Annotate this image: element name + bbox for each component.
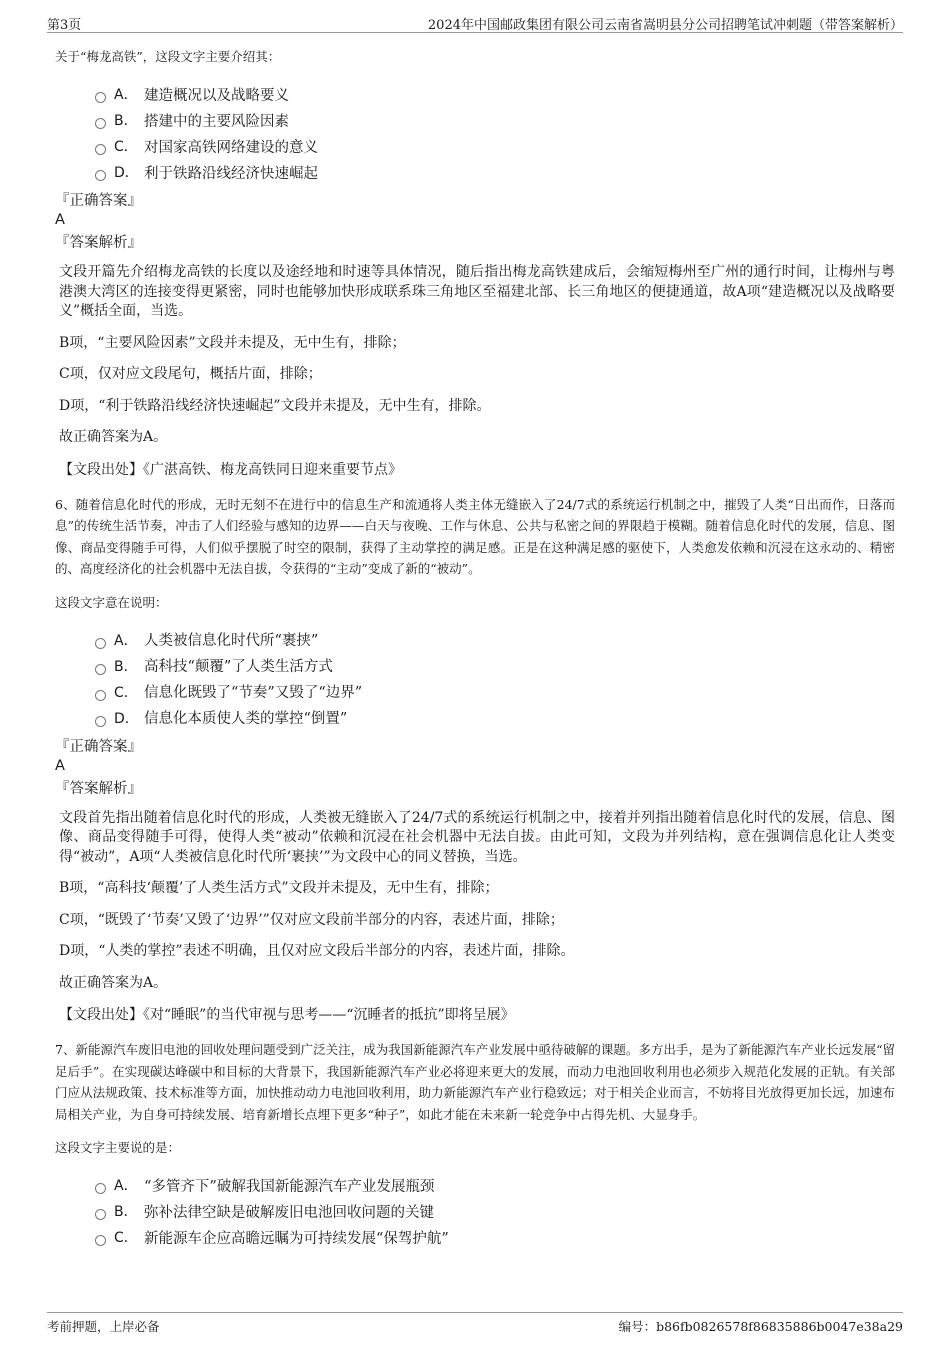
option-text: 新能源车企应高瞻远瞩为可持续发展“保驾护航” [144,1230,449,1247]
option-text: 建造概况以及战略要义 [144,87,289,104]
option-text: 人类被信息化时代所“裹挟” [144,633,319,649]
option-text: “多管齐下”破解我国新能源汽车产业发展瓶颈 [144,1178,435,1195]
option-c[interactable] [55,133,895,159]
option-c[interactable] [55,1224,895,1250]
document-body [55,46,895,1254]
question-5 [55,46,895,480]
document-id: 编号：b86fb0826578f86835886b0047e38a29 [618,1319,903,1334]
option-key: A． [114,1178,138,1194]
option-text: 弥补法律空缺是破解废旧电池回收问题的关键 [144,1204,434,1221]
question-prompt: 这段文字意在说明： [55,594,168,610]
radio-icon[interactable] [95,1235,106,1246]
option-text: 信息化本质使人类的掌控“倒置” [144,711,348,727]
option-key: B． [114,1204,138,1220]
option-key: B． [114,658,138,675]
option-text: 对国家高铁网络建设的意义 [144,139,318,156]
page-number: 第3页 [47,18,82,33]
option-list [55,81,895,185]
option-a[interactable] [55,1172,895,1198]
option-key: A． [114,87,138,103]
analysis-paragraph: D项，“利于铁路沿线经济快速崛起”文段并未提及，无中生有，排除。 [59,397,491,414]
option-text: 利于铁路沿线经济快速崛起 [144,165,318,182]
option-key: D． [114,165,139,181]
option-list [55,627,895,731]
analysis-paragraph: 文段首先指出随着信息化时代的形成，人类被无缝嵌入了24/7式的系统运行机制之中，接着并列指出随着信息化时代的发展，信息、图像、商品变得随手可得，使得人类“被动”依赖和沉浸在社会机器中无法自拔。由此可知，文段为并列结构，意在强调信息化让人类变得“被动”，A项“人类被信息化时代所‘裹挟’”为文段中心的同义替换，当选。 [59,809,895,865]
option-key: C． [114,139,138,155]
radio-icon[interactable] [95,118,106,129]
analysis-paragraph: D项，“人类的掌控”表述不明确，且仅对应文段后半部分的内容，表述片面，排除。 [59,943,575,959]
radio-icon[interactable] [95,690,106,701]
option-d[interactable] [55,705,895,731]
option-b[interactable] [55,653,895,679]
option-text: 搭建中的主要风险因素 [144,113,289,130]
radio-icon[interactable] [95,1209,106,1220]
analysis-paragraph: B项，“主要风险因素”文段并未提及，无中生有，排除； [59,334,406,351]
question-stem: 6、随着信息化时代的形成，无时无刻不在进行中的信息生产和流通将人类主体无缝嵌入了24/7式的系统运行机制之中，摧毁了人类“日出而作，日落而息”的传统生活节奏，冲击了人们经验与感知的边界——白天与夜晚、工作与休息、公共与私密之间的界限趋于模糊。随着信息化时代的发展，信息、图像、商品变得随手可得，人们似乎摆脱了时空的限制，获得了主动掌控的满足感。正是在这种满足感的驱使下，人类愈发依赖和沉浸在这永动的、精密的、高度经济化的社会机器中无法自拔，令获得的“主动”变成了新的“被动”。 [55,496,895,576]
answer-label: 『正确答案』 [55,193,142,209]
option-c[interactable] [55,679,895,705]
option-key: A． [114,632,138,649]
option-key: B． [114,113,138,129]
radio-icon[interactable] [95,170,106,181]
page-header [47,12,903,33]
answer-value: A [55,757,65,774]
footer-slogan: 考前押题，上岸必备 [47,1319,160,1334]
question-6 [55,494,895,1026]
answer-label: 『正确答案』 [55,738,142,755]
radio-icon[interactable] [95,664,106,675]
radio-icon[interactable] [95,92,106,103]
question-7 [55,1039,895,1250]
question-stem: 7、新能源汽车废旧电池的回收处理问题受到广泛关注，成为我国新能源汽车产业发展中亟待破解的课题。多方出手，是为了新能源汽车产业长远发展“留足后手”。在实现碳达峰碳中和目标的大背景下，我国新能源汽车产业必将迎来更大的发展，而动力电池回收利用也必须步入规范化发展的正轨。有关部门应从法规政策、技术标准等方面，加快推动动力电池回收利用，助力新能源汽车产业行稳致远；对于相关企业而言，不妨将目光放得更加长远，加速布局相关产业，为自身可持续发展、培育新增长点埋下更多“种子”，如此才能在未来新一轮竞争中占得先机、大显身手。 [55,1042,895,1122]
option-d[interactable] [55,159,895,185]
option-key: D． [114,710,139,727]
question-prompt: 这段文字主要说的是： [55,1140,181,1155]
analysis-paragraph: B项，“高科技‘颠覆’了人类生活方式”文段并未提及，无中生有，排除； [59,880,499,896]
analysis-paragraph: C项，“既毁了‘节奏’又毁了‘边界’”仅对应文段前半部分的内容，表述片面，排除； [59,911,564,928]
page-footer [47,1312,903,1334]
radio-icon[interactable] [95,1183,106,1194]
option-list [55,1172,895,1250]
analysis-label: 『答案解析』 [55,780,142,797]
option-text: 高科技“颠覆”了人类生活方式 [144,659,333,675]
radio-icon[interactable] [95,716,106,727]
radio-icon[interactable] [95,144,106,155]
option-key: C． [114,684,138,701]
source-citation: 【文段出处】《对“睡眠”的当代审视与思考——“沉睡者的抵抗”即将呈展》 [59,1007,515,1023]
option-b[interactable] [55,107,895,133]
question-prompt: 关于“梅龙高铁”，这段文字主要介绍其： [55,49,281,64]
source-citation: 【文段出处】《广湛高铁、梅龙高铁同日迎来重要节点》 [59,461,402,478]
analysis-paragraph: 故正确答案为A。 [59,974,168,991]
option-a[interactable] [55,81,895,107]
document-title: 2024年中国邮政集团有限公司云南省嵩明县分公司招聘笔试冲刺题（带答案解析） [427,18,903,33]
analysis-paragraph: 文段开篇先介绍梅龙高铁的长度以及途经地和时速等具体情况，随后指出梅龙高铁建成后，会缩短梅州至广州的通行时间，让梅州与粤港澳大湾区的连接变得更紧密，同时也能够加快形成联系珠三角地区至福建北部、长三角地区的便捷通道，故A项“建造概况以及战略要义”概括全面，当选。 [59,264,895,319]
radio-icon[interactable] [95,638,106,649]
analysis-label: 『答案解析』 [55,235,142,251]
option-a[interactable] [55,627,895,653]
option-b[interactable] [55,1198,895,1224]
answer-value: A [55,212,65,228]
option-text: 信息化既毁了“节奏”又毁了“边界” [144,685,363,701]
analysis-paragraph: 故正确答案为A。 [59,429,168,445]
option-key: C． [114,1230,138,1246]
analysis-paragraph: C项，仅对应文段尾句，概括片面，排除； [59,366,322,382]
